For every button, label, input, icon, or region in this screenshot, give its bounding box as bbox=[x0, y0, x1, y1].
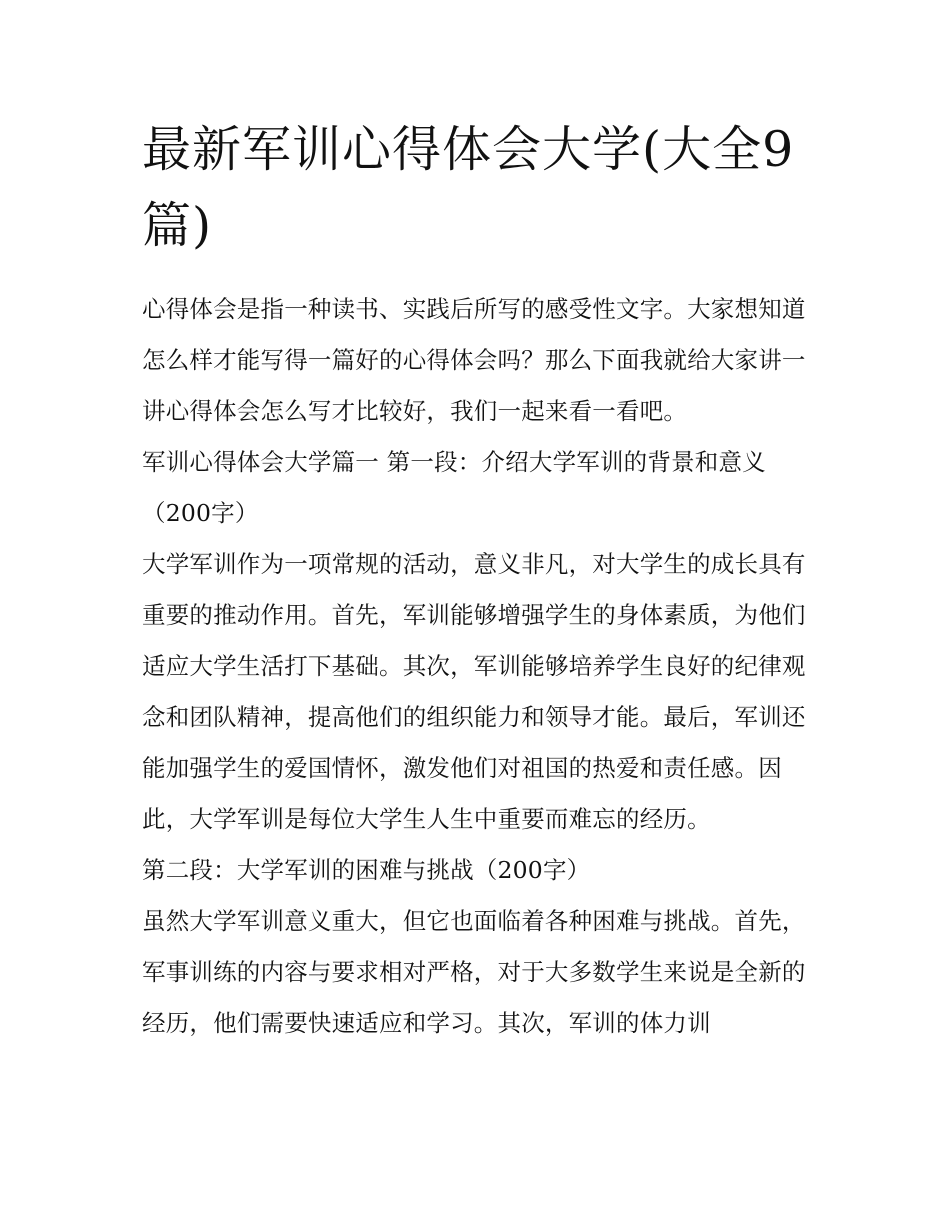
section-heading-1: 军训心得体会大学篇一 第一段：介绍大学军训的背景和意义（200字） bbox=[142, 448, 766, 527]
document-title: 最新军训心得体会大学(大全9篇) bbox=[142, 121, 795, 254]
intro-paragraph: 心得体会是指一种读书、实践后所写的感受性文字。大家想知道怎么样才能写得一篇好的心得体会吗？那么下面我就给大家讲一讲心得体会怎么写才比较好，我们一起来看一看吧。 bbox=[142, 295, 806, 425]
section-heading-2: 第二段：大学军训的困难与挑战（200字） bbox=[142, 856, 591, 884]
document-page bbox=[142, 112, 814, 1049]
body-paragraph-2: 虽然大学军训意义重大，但它也面临着各种困难与挑战。首先，军事训练的内容与要求相对严格，对于大多数学生来说是全新的经历，他们需要快速适应和学习。其次，军训的体力训 bbox=[142, 907, 806, 1037]
body-paragraph-1: 大学军训作为一项常规的活动，意义非凡，对大学生的成长具有重要的推动作用。首先，军训能够增强学生的身体素质，为他们适应大学生活打下基础。其次，军训能够培养学生良好的纪律观念和团队精神，提高他们的组织能力和领导才能。最后，军训还能加强学生的爱国情怀，激发他们对祖国的热爱和责任感。因此，大学军训是每位大学生人生中重要而难忘的经历。 bbox=[142, 550, 806, 833]
